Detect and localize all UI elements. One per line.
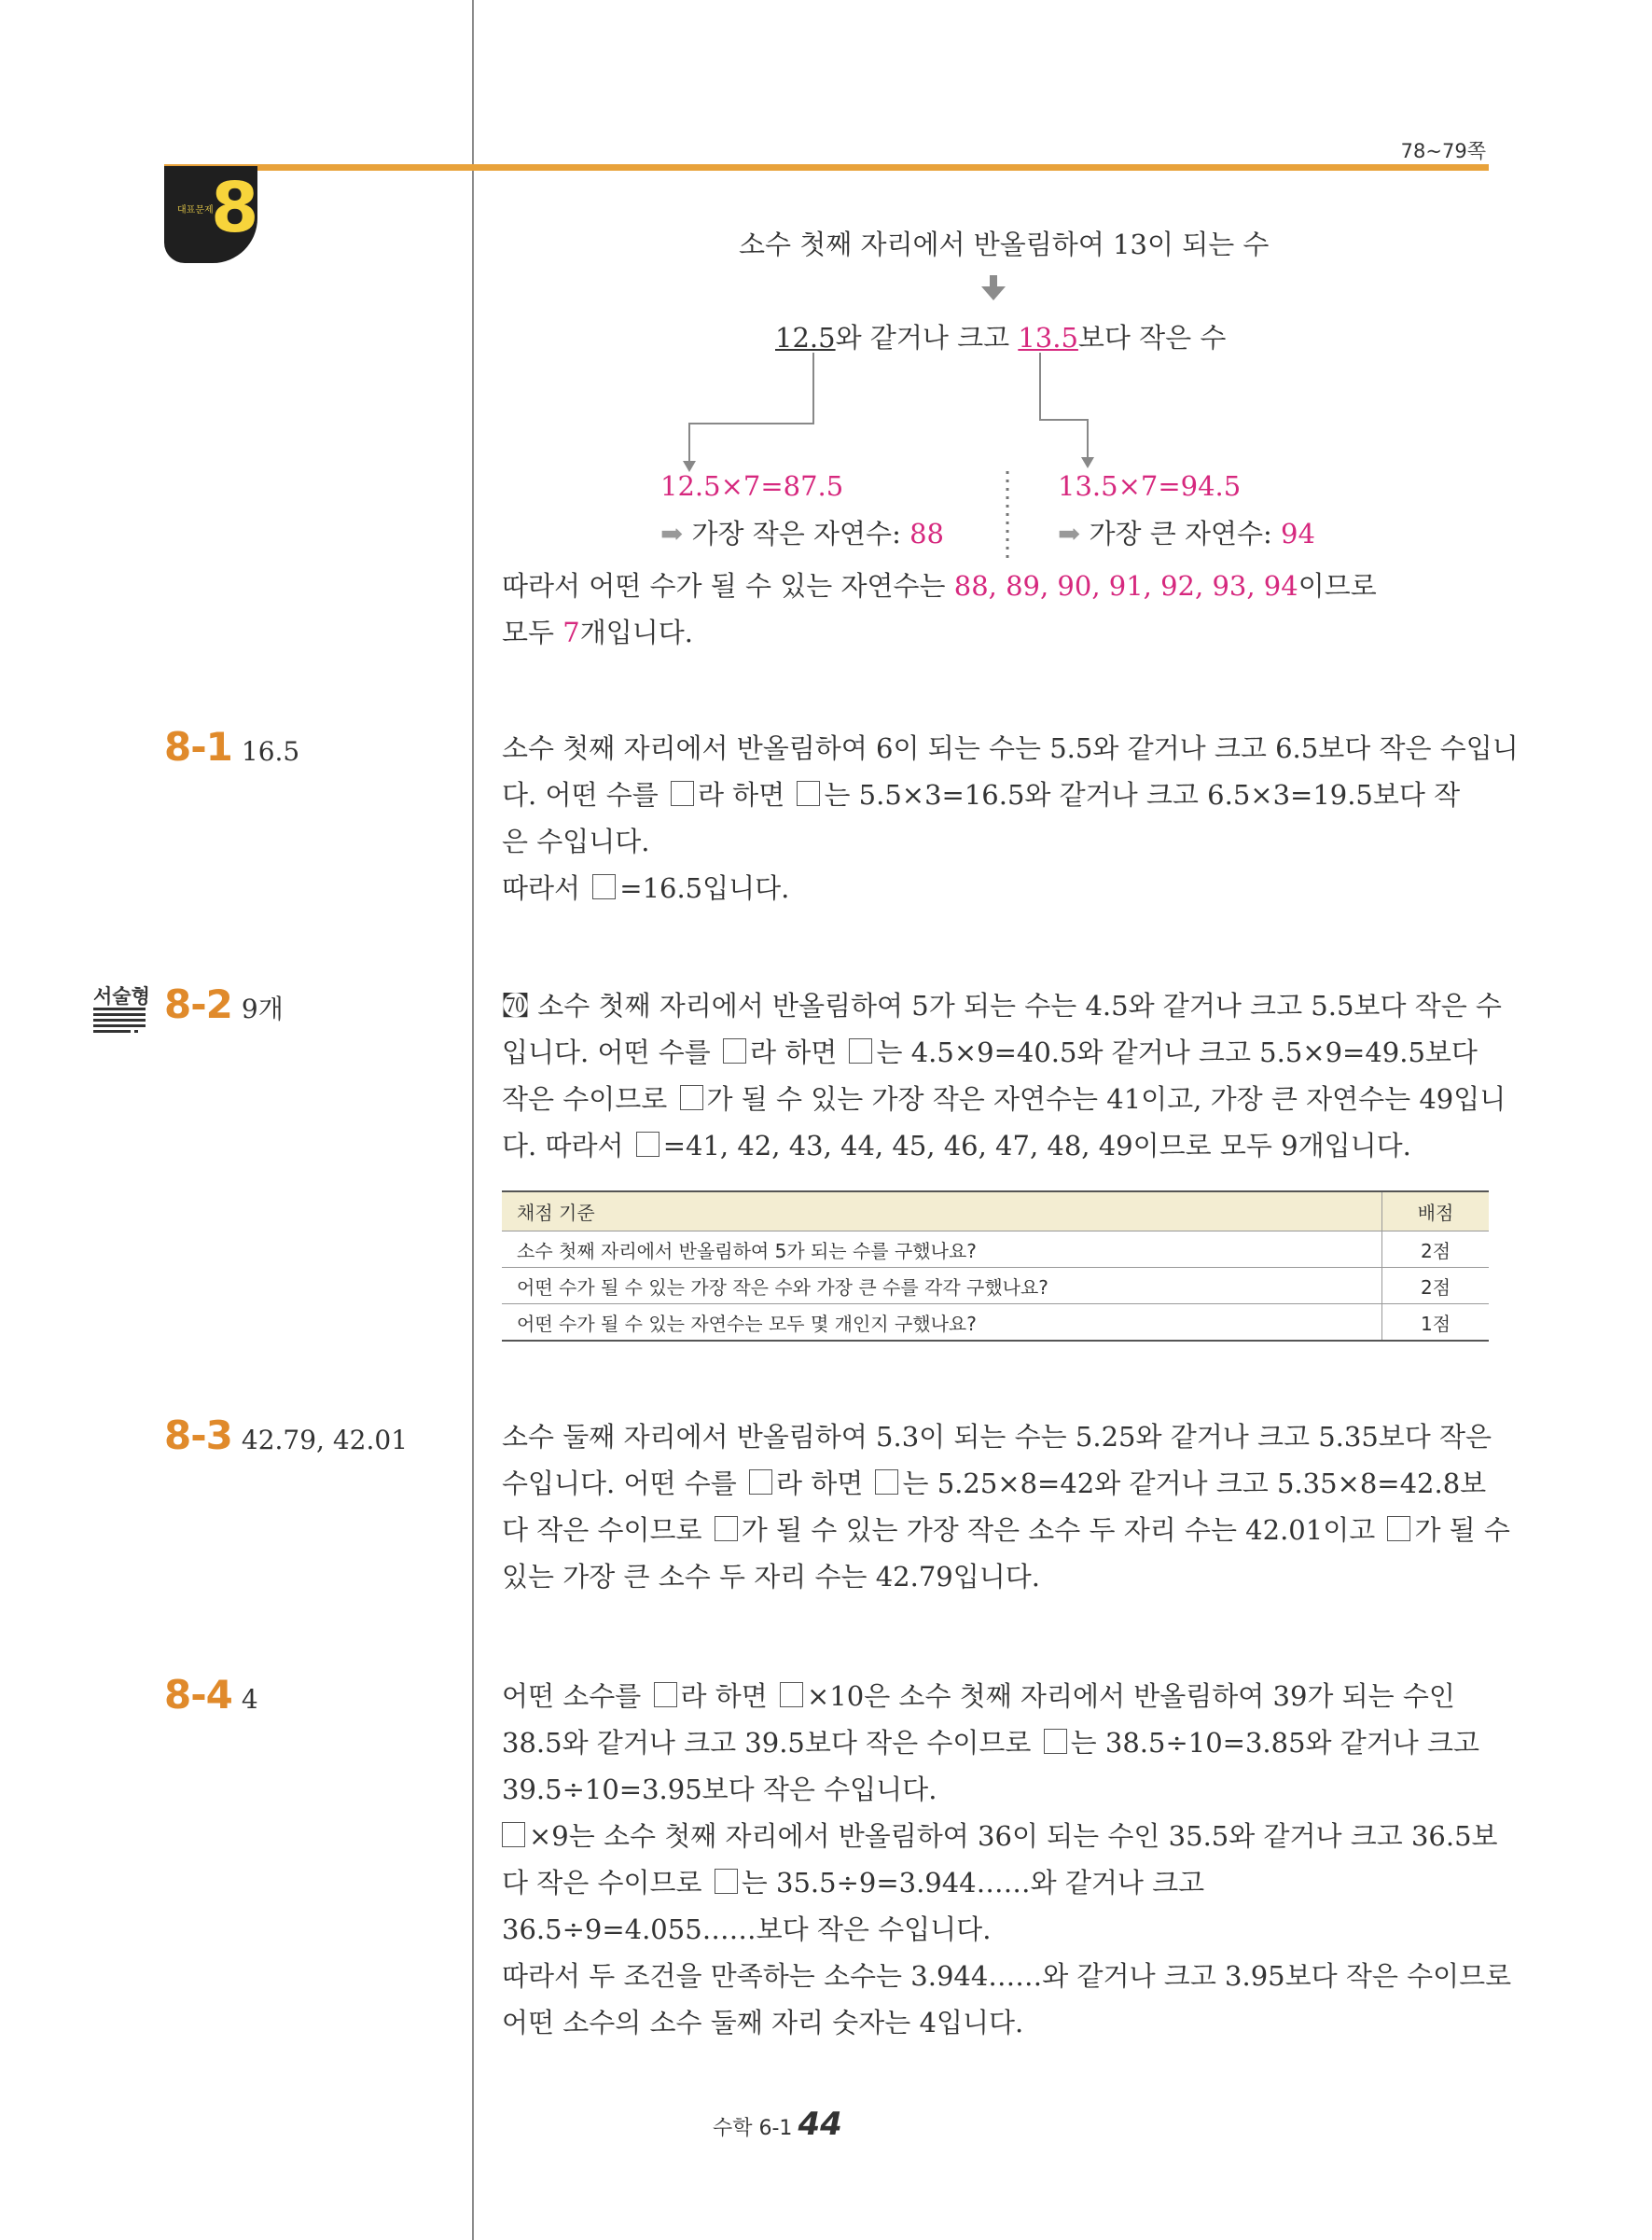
blank-box: [654, 1682, 677, 1707]
q8-right-calc: 13.5×7=94.5: [1058, 470, 1242, 502]
points-cell: 2점: [1382, 1268, 1490, 1304]
text: 라 하면: [749, 1037, 846, 1068]
blank-box: [715, 1869, 738, 1894]
p82-line-2: [502, 1034, 1478, 1071]
q8-conclusion-1: [502, 567, 1377, 605]
problem-8-4-header: [164, 1672, 258, 1718]
page-reference: 78~79쪽: [1400, 140, 1486, 162]
criteria-cell: 어떤 수가 될 수 있는 가장 작은 수와 가장 큰 수를 각각 구했나요?: [502, 1268, 1382, 1304]
text: 가 될 수 있는 가장 작은 자연수는 41이고, 가장 큰 자연수는 49입니: [706, 1083, 1506, 1115]
q8-conclusion-2: [502, 614, 693, 651]
p82-line-1: ㉎ 소수 첫째 자리에서 반올림하여 5가 되는 수는 4.5와 같거나 크고 5.5보다 작은 수: [502, 990, 1502, 1022]
right-arrow-icon: ➡: [660, 518, 684, 550]
table-row: [502, 1268, 1489, 1304]
left-connector: [689, 353, 813, 463]
p84-line-6: 36.5÷9=4.055……보다 작은 수입니다.: [502, 1913, 992, 1945]
p83-line-4: 있는 가장 큰 소수 두 자리 수는 42.79입니다.: [502, 1561, 1040, 1593]
text: 는 4.5×9=40.5와 같거나 크고 5.5×9=49.5보다: [876, 1037, 1478, 1068]
text: =16.5입니다.: [619, 872, 790, 904]
q8-range: [775, 319, 1226, 356]
blank-box: [671, 781, 694, 806]
blank-box: [1044, 1729, 1067, 1754]
badge-label: 대표문제: [177, 205, 214, 216]
q8-right-result: [1058, 515, 1315, 552]
text: 는 5.25×8=42와 같거나 크고 5.35×8=42.8보: [902, 1468, 1487, 1499]
text: 입니다. 어떤 수를: [502, 1037, 719, 1068]
page-footer: [713, 2106, 842, 2143]
q8-right-result-label: 가장 큰 자연수:: [1089, 518, 1282, 550]
criteria-cell: 소수 첫째 자리에서 반올림하여 5가 되는 수를 구했나요?: [502, 1231, 1382, 1268]
text: 다. 어떤 수를: [502, 779, 667, 811]
blank-box: [749, 1469, 772, 1495]
q8-condition: 소수 첫째 자리에서 반올림하여 13이 되는 수: [739, 229, 1270, 260]
q8-left-result: [660, 515, 944, 552]
p83-line-2: [502, 1465, 1486, 1502]
p81-line-2: [502, 776, 1460, 814]
problem-answer: 16.5: [241, 736, 300, 767]
blank-box: [1387, 1516, 1410, 1541]
blank-box: [636, 1132, 659, 1157]
problem-8-1-header: [164, 724, 299, 770]
q8-concl-values: 88, 89, 90, 91, 92, 93, 94: [953, 570, 1298, 602]
p84-line-5: [502, 1864, 1204, 1901]
points-cell: 2점: [1382, 1231, 1490, 1268]
blank-box: [680, 1085, 703, 1110]
text: 38.5와 같거나 크고 39.5보다 작은 수이므로: [502, 1727, 1040, 1759]
down-arrow-icon: [981, 275, 1006, 300]
problem-answer: 42.79, 42.01: [241, 1425, 409, 1455]
p82-line-4: [502, 1127, 1411, 1164]
text: 다 작은 수이므로: [502, 1514, 711, 1546]
blank-box: [502, 1822, 525, 1847]
p84-line-3: 39.5÷10=3.95보다 작은 수입니다.: [502, 1774, 937, 1805]
problem-id: 8-2: [164, 981, 232, 1027]
problem-8-2-header: [164, 981, 284, 1027]
text: 다. 따라서: [502, 1130, 632, 1162]
table-header-row: [502, 1191, 1489, 1231]
p83-line-3: [502, 1511, 1510, 1549]
table-row: [502, 1304, 1489, 1342]
problem-id: 8-3: [164, 1412, 232, 1458]
text: 라 하면: [697, 779, 794, 811]
blank-box: [715, 1516, 738, 1541]
q8-upper-bound: 13.5: [1018, 322, 1078, 354]
p81-line-3: 은 수입니다.: [502, 826, 650, 857]
text: 어떤 소수를: [502, 1680, 650, 1712]
scoring-table: [502, 1190, 1489, 1342]
blank-box: [849, 1038, 872, 1064]
right-arrow-icon: ➡: [1058, 518, 1081, 550]
page-number: 44: [798, 2106, 842, 2143]
text: 라 하면: [776, 1468, 872, 1499]
problem-8-3-header: [164, 1412, 408, 1458]
text: 가 될 수 있는 가장 작은 소수 두 자리 수는 42.01이고: [741, 1514, 1384, 1546]
p83-line-1: 소수 둘째 자리에서 반올림하여 5.3이 되는 수는 5.25와 같거나 크고 5.35보다 작은: [502, 1421, 1492, 1453]
p84-line-4: [502, 1817, 1498, 1855]
criteria-cell: 어떤 수가 될 수 있는 자연수는 모두 몇 개인지 구했나요?: [502, 1304, 1382, 1342]
q8-left-calc: 12.5×7=87.5: [660, 470, 844, 502]
blank-box: [797, 781, 820, 806]
text: 는 35.5÷9=3.944……와 같거나 크고: [741, 1867, 1205, 1899]
blank-box: [723, 1038, 746, 1064]
text: 는 5.5×3=16.5와 같거나 크고 6.5×3=19.5보다 작: [824, 779, 1461, 811]
p84-line-2: [502, 1724, 1479, 1761]
q8-concl2-count: 7: [562, 617, 580, 648]
p84-line-1: [502, 1677, 1455, 1715]
table-row: [502, 1231, 1489, 1268]
p81-line-1: 소수 첫째 자리에서 반올림하여 6이 되는 수는 5.5와 같거나 크고 6.5보다 작은 수입니: [502, 732, 1519, 764]
q8-right-result-value: 94: [1281, 518, 1315, 550]
badge-number: 8: [211, 168, 259, 248]
q8-concl-text-end: 이므로: [1298, 570, 1377, 602]
points-header: 배점: [1382, 1191, 1490, 1231]
q8-left-result-label: 가장 작은 자연수:: [691, 518, 910, 550]
right-connector: [1040, 353, 1088, 459]
p84-line-8: 어떤 소수의 소수 둘째 자리 숫자는 4입니다.: [502, 2007, 1024, 2038]
points-cell: 1점: [1382, 1304, 1490, 1342]
problem-answer: 4: [241, 1684, 258, 1715]
text: =41, 42, 43, 44, 45, 46, 47, 48, 49이므로 모두 9개입니다.: [662, 1130, 1411, 1162]
q8-concl2-text-end: 개입니다.: [579, 617, 693, 648]
blank-box: [875, 1469, 898, 1495]
text: 작은 수이므로: [502, 1083, 676, 1115]
p81-line-4: [502, 870, 789, 907]
text: 라 하면: [680, 1680, 776, 1712]
problem-id: 8-1: [164, 724, 232, 770]
descriptive-tag: 서술형: [93, 985, 150, 1008]
lines-icon: [93, 1008, 146, 1039]
text: 가 될 수: [1414, 1514, 1510, 1546]
q8-lower-bound: 12.5: [775, 322, 836, 354]
p82-line-3: [502, 1080, 1506, 1118]
text: 다 작은 수이므로: [502, 1867, 711, 1899]
p84-line-7: 따라서 두 조건을 만족하는 소수는 3.944……와 같거나 크고 3.95보다 작은 수이므로: [502, 1960, 1512, 1992]
q8-concl-text: 따라서 어떤 수가 될 수 있는 자연수는: [502, 570, 954, 602]
problem-id: 8-4: [164, 1672, 232, 1718]
q8-left-result-value: 88: [909, 518, 944, 550]
q8-range-text-end: 보다 작은 수: [1077, 322, 1227, 354]
blank-box: [780, 1682, 803, 1707]
text: 는 38.5÷10=3.85와 같거나 크고: [1070, 1727, 1480, 1759]
criteria-header: 채점 기준: [502, 1191, 1382, 1231]
book-title: 수학 6-1: [713, 2117, 793, 2140]
text: ×9는 소수 첫째 자리에서 반올림하여 36이 되는 수인 35.5와 같거나 크고 36.5보: [529, 1820, 1498, 1852]
q8-concl2-text: 모두: [502, 617, 563, 648]
problem-answer: 9개: [241, 994, 284, 1024]
text: 수입니다. 어떤 수를: [502, 1468, 745, 1499]
text: ×10은 소수 첫째 자리에서 반올림하여 39가 되는 수인: [807, 1680, 1455, 1712]
blank-box: [592, 874, 616, 899]
q8-range-text: 와 같거나 크고: [835, 322, 1019, 354]
text: 따라서: [502, 872, 590, 904]
